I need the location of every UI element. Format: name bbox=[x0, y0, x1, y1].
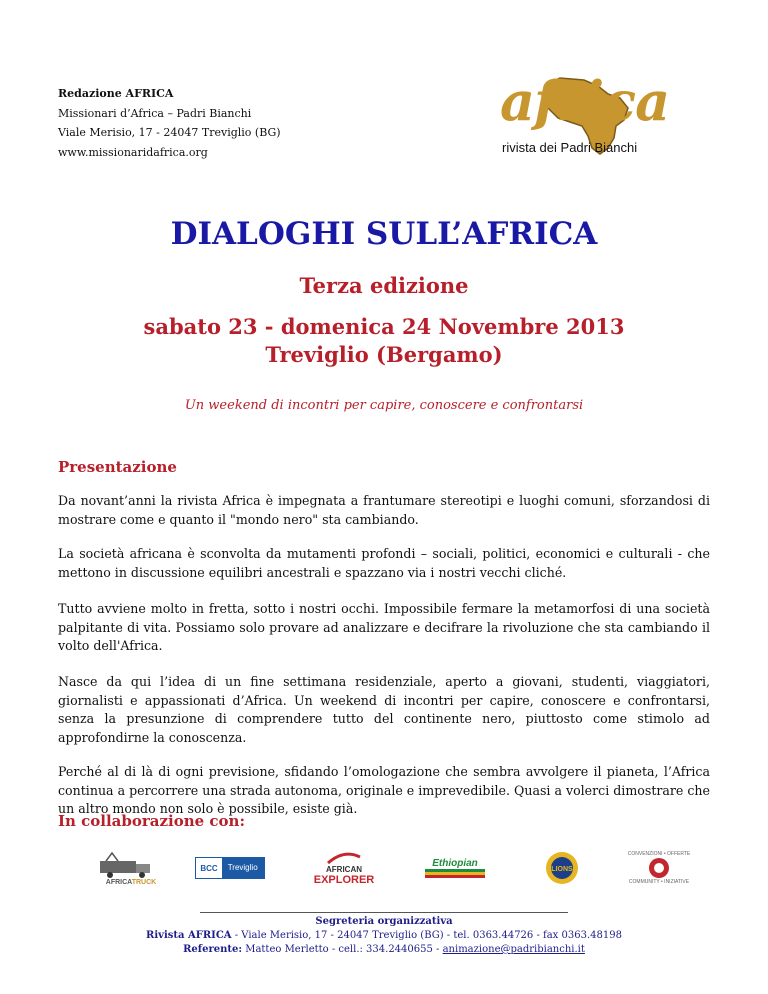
section-heading-presentazione: Presentazione bbox=[58, 458, 177, 476]
lions-name: LIONS bbox=[551, 866, 573, 873]
explorer-line1: AFRICAN bbox=[326, 864, 362, 874]
org-address: Viale Merisio, 17 - 24047 Treviglio (BG) bbox=[58, 126, 281, 139]
sponsor-bcc-treviglio bbox=[188, 838, 272, 898]
ethiopian-name: Ethiopian bbox=[432, 857, 478, 869]
paragraph: Tutto avviene molto in fretta, sotto i nostri occhi. Impossibile fermare la metamorfosi di una società palpitante di vita. Possiamo solo provare ad analizzare e decifrare la rivoluzione che sta cambiando il volto dell'Africa. bbox=[58, 601, 710, 653]
event-place: Treviglio (Bergamo) bbox=[265, 342, 503, 367]
footer-divider bbox=[200, 912, 568, 913]
sponsor-giovani-card bbox=[626, 838, 692, 898]
sponsor-lions bbox=[532, 838, 592, 898]
ethiopian-stripes-icon bbox=[425, 869, 485, 879]
explorer-line2: EXPLORER bbox=[313, 873, 375, 886]
africa-logo bbox=[488, 69, 688, 162]
footer-rivista-text: - Viale Merisio, 17 - 24047 Treviglio (BG) - tel. 0363.44726 - fax 0363.48198 bbox=[231, 930, 622, 941]
logo-word: africa bbox=[500, 69, 670, 133]
paragraph: Nasce da qui l’idea di un fine settimana residenziale, aperto a giovani, studenti, viaggiatori, giornalisti e appassionati d’Africa. Un weekend di incontri per capire, conoscere e confrontarsi, senza la presunzione di comprendere tutto del continente nero, piuttosto come stimolo ad approfondirne la conoscenza. bbox=[58, 674, 710, 745]
footer-referente-text: Matteo Merletto - cell.: 334.2440655 - bbox=[242, 944, 443, 955]
event-dates: sabato 23 - domenica 24 Novembre 2013 bbox=[143, 314, 625, 339]
logo-subtitle: rivista dei Padri Bianchi bbox=[502, 140, 638, 155]
giov-bottom: COMMUNITY • INIZIATIVE bbox=[628, 879, 690, 885]
footer-line2 bbox=[0, 944, 768, 955]
paragraph: Perché al di là di ogni previsione, sfidando l’omologazione che sembra avvolgere il pianeta, l’Africa continua a percorrere una strada autonoma, originale e imprevedibile. Quasi a volerci dimostrare che un altro mondo non solo è possibile, esiste già. bbox=[58, 764, 710, 816]
sponsor-africa-truck bbox=[88, 838, 174, 898]
explorer-swoosh-icon bbox=[324, 851, 364, 865]
bcc-right: Treviglio bbox=[222, 858, 264, 878]
giovani-badge-icon bbox=[648, 857, 670, 879]
footer-referente-label: Referente: bbox=[183, 944, 243, 955]
org-block bbox=[58, 84, 281, 162]
segreteria-label: Segreteria organizzativa bbox=[315, 916, 453, 927]
event-title: DIALOGHI SULL’AFRICA bbox=[170, 216, 598, 252]
truck-name-b: TRUCK bbox=[131, 878, 157, 886]
org-website: www.missionaridafrica.org bbox=[58, 145, 208, 159]
giov-top: CONVENZIONI • OFFERTE bbox=[627, 851, 691, 857]
lions-emblem-icon bbox=[544, 850, 580, 886]
bcc-left: BCC bbox=[196, 864, 221, 873]
sponsor-african-explorer bbox=[304, 838, 384, 898]
event-dates-place bbox=[0, 313, 768, 369]
truck-name-a: AFRICA bbox=[105, 878, 132, 886]
event-edition: Terza edizione bbox=[299, 273, 469, 298]
footer-rivista-label: Rivista AFRICA bbox=[146, 930, 232, 941]
org-line2: Missionari d’Africa – Padri Bianchi bbox=[58, 106, 252, 120]
event-tagline: Un weekend di incontri per capire, conoscere e confrontarsi bbox=[184, 398, 584, 413]
footer-segreteria bbox=[0, 916, 768, 927]
paragraph: Da novant’anni la rivista Africa è impegnata a frantumare stereotipi e luoghi comuni, sforzandosi di mostrare come e quanto il "mondo nero" sta cambiando. bbox=[58, 493, 710, 527]
org-name: Redazione AFRICA bbox=[58, 87, 174, 100]
paragraph: La società africana è sconvolta da mutamenti profondi – sociali, politici, economici e culturali - che mettono in discussione equilibri ancestrali e spazzano via i nostri vecchi cliché. bbox=[58, 546, 710, 580]
sponsor-ethiopian bbox=[416, 838, 494, 898]
section-heading-collaborazione: In collaborazione con: bbox=[58, 812, 245, 830]
footer-line1 bbox=[0, 930, 768, 941]
footer-email-link[interactable]: animazione@padribianchi.it bbox=[442, 944, 585, 955]
truck-icon bbox=[96, 851, 166, 879]
